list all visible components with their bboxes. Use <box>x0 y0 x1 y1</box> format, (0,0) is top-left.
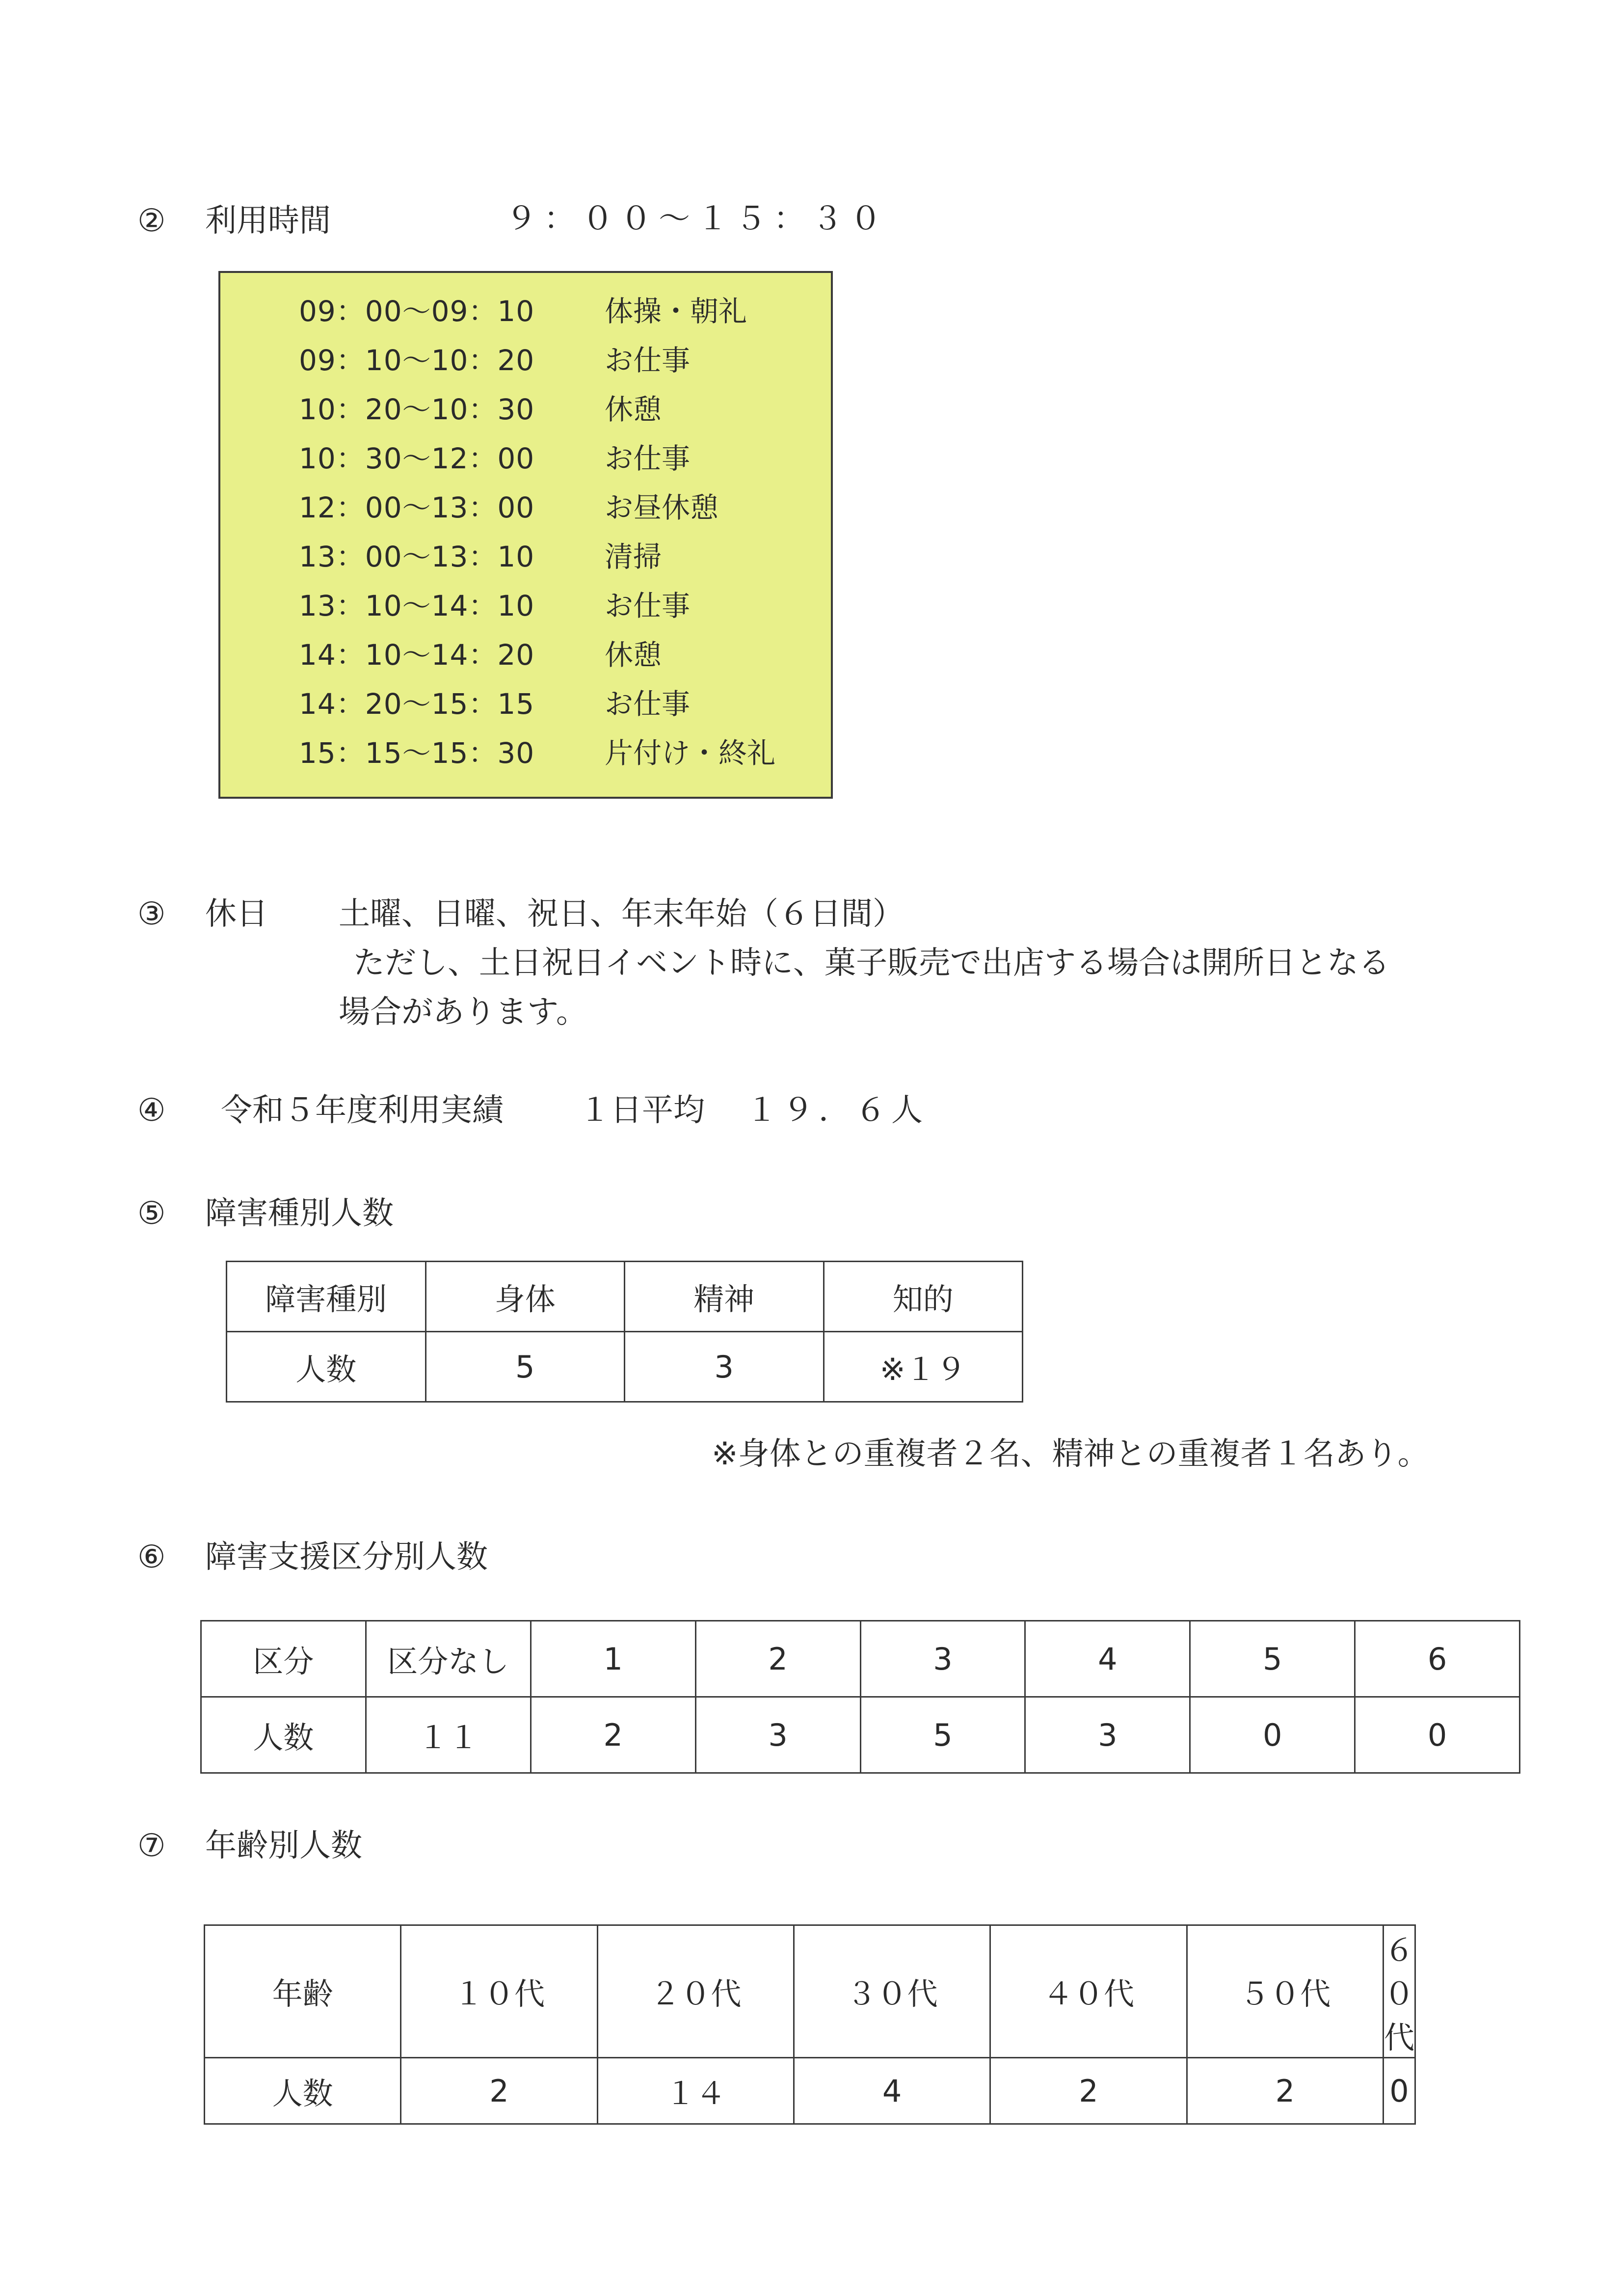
table-cell: 0 <box>1383 2058 1415 2124</box>
table-row <box>227 1332 1023 1402</box>
schedule-time: 10：30～12：00 <box>299 442 535 475</box>
support-category-table <box>200 1620 1520 1774</box>
table-cell: 5 <box>1190 1621 1355 1697</box>
table-cell: ４０代 <box>990 1925 1187 2058</box>
table-header-row <box>227 1262 1023 1332</box>
section-6-label: 障害支援区分別人数 <box>205 1539 488 1575</box>
schedule-row <box>220 483 831 532</box>
table-cell: 障害種別 <box>227 1262 426 1332</box>
table-cell: １１ <box>366 1697 531 1773</box>
section-2-label: 利用時間 <box>205 203 331 239</box>
table-cell: ２０代 <box>597 1925 794 2058</box>
table-header-row <box>201 1621 1520 1697</box>
table-cell: 1 <box>531 1621 695 1697</box>
schedule-activity: お仕事 <box>605 442 691 475</box>
table-cell: 人数 <box>227 1332 426 1402</box>
table-cell: ※１９ <box>824 1332 1023 1402</box>
section-7-marker: ⑦ <box>137 1828 166 1864</box>
section-4-marker: ④ <box>137 1092 166 1129</box>
table-cell: 3 <box>695 1697 860 1773</box>
table-cell: 5 <box>426 1332 625 1402</box>
table-cell: 区分なし <box>366 1621 531 1697</box>
table-cell: 身体 <box>426 1262 625 1332</box>
table-cell: 2 <box>695 1621 860 1697</box>
schedule-time: 09：00～09：10 <box>299 295 535 328</box>
table-cell: 4 <box>1025 1621 1190 1697</box>
table-cell: 3 <box>625 1332 824 1402</box>
section-3-label: 休日 <box>205 896 268 932</box>
schedule-activity: 体操・朝礼 <box>605 295 747 328</box>
table-cell: 6 <box>1355 1621 1520 1697</box>
table-cell: 2 <box>1187 2058 1383 2124</box>
schedule-time: 10：20～10：30 <box>299 393 535 426</box>
section-4-label: 令和５年度利用実績 <box>221 1092 504 1129</box>
table-cell: 4 <box>794 2058 990 2124</box>
schedule-activity: お昼休憩 <box>605 491 719 524</box>
schedule-activity: 清掃 <box>605 540 662 573</box>
schedule-time: 13：00～13：10 <box>299 540 535 573</box>
schedule-row <box>220 434 831 483</box>
table-cell: 人数 <box>201 1697 366 1773</box>
schedule-activity: 片付け・終礼 <box>605 736 776 770</box>
schedule-time: 13：10～14：10 <box>299 589 535 622</box>
table-cell: 5 <box>860 1697 1025 1773</box>
holiday-line-3: 場合があります。 <box>339 994 587 1030</box>
schedule-row <box>220 532 831 581</box>
table-cell: 年齢 <box>205 1925 401 2058</box>
table-cell: 3 <box>1025 1697 1190 1773</box>
table-cell: 2 <box>990 2058 1187 2124</box>
schedule-time: 12：00～13：00 <box>299 491 535 524</box>
schedule-row <box>220 287 831 336</box>
table-cell: ６０代 <box>1383 1925 1415 2058</box>
schedule-time: 14：10～14：20 <box>299 638 535 672</box>
schedule-time: 09：10～10：20 <box>299 344 535 377</box>
table-cell: １４ <box>597 2058 794 2124</box>
table-row <box>201 1697 1520 1773</box>
table-cell: 0 <box>1355 1697 1520 1773</box>
table-cell: １０代 <box>401 1925 597 2058</box>
overlap-note: ※身体との重複者２名、精神との重複者１名あり。 <box>712 1436 1429 1472</box>
table-cell: 区分 <box>201 1621 366 1697</box>
table-cell: 2 <box>531 1697 695 1773</box>
section-5-label: 障害種別人数 <box>205 1195 394 1232</box>
table-header-row <box>205 1925 1415 2058</box>
daily-average-label: １日平均 <box>579 1092 705 1129</box>
schedule-activity: 休憩 <box>605 638 662 672</box>
operating-hours: ９：００～１５：３０ <box>506 201 888 237</box>
holiday-line-1: 土曜、日曜、祝日、年末年始（６日間） <box>339 896 904 932</box>
section-6-marker: ⑥ <box>137 1539 166 1575</box>
table-cell: 0 <box>1190 1697 1355 1773</box>
schedule-row <box>220 630 831 679</box>
schedule-row <box>220 336 831 385</box>
section-2-marker: ② <box>137 203 166 239</box>
table-cell: 人数 <box>205 2058 401 2124</box>
disability-type-table <box>226 1261 1023 1403</box>
section-5-marker: ⑤ <box>137 1195 166 1232</box>
table-cell: 精神 <box>625 1262 824 1332</box>
schedule-row <box>220 581 831 630</box>
table-cell: 3 <box>860 1621 1025 1697</box>
daily-average-value: １９．６人 <box>746 1092 928 1129</box>
schedule-row <box>220 679 831 729</box>
table-row <box>205 2058 1415 2124</box>
table-cell: 2 <box>401 2058 597 2124</box>
schedule-row <box>220 729 831 778</box>
schedule-activity: 休憩 <box>605 393 662 426</box>
schedule-activity: お仕事 <box>605 687 691 721</box>
section-7-label: 年齢別人数 <box>205 1828 362 1864</box>
schedule-time: 14：20～15：15 <box>299 687 535 721</box>
schedule-activity: お仕事 <box>605 344 691 377</box>
schedule-row <box>220 385 831 434</box>
holiday-line-2: ただし、土日祝日イベント時に、菓子販売で出店する場合は開所日となる <box>353 945 1390 981</box>
table-cell: ５０代 <box>1187 1925 1383 2058</box>
table-cell: 知的 <box>824 1262 1023 1332</box>
age-group-table <box>204 1924 1416 2125</box>
table-cell: ３０代 <box>794 1925 990 2058</box>
schedule-activity: お仕事 <box>605 589 691 622</box>
section-3-marker: ③ <box>137 896 166 932</box>
schedule-time: 15：15～15：30 <box>299 736 535 770</box>
schedule-box <box>218 271 833 799</box>
